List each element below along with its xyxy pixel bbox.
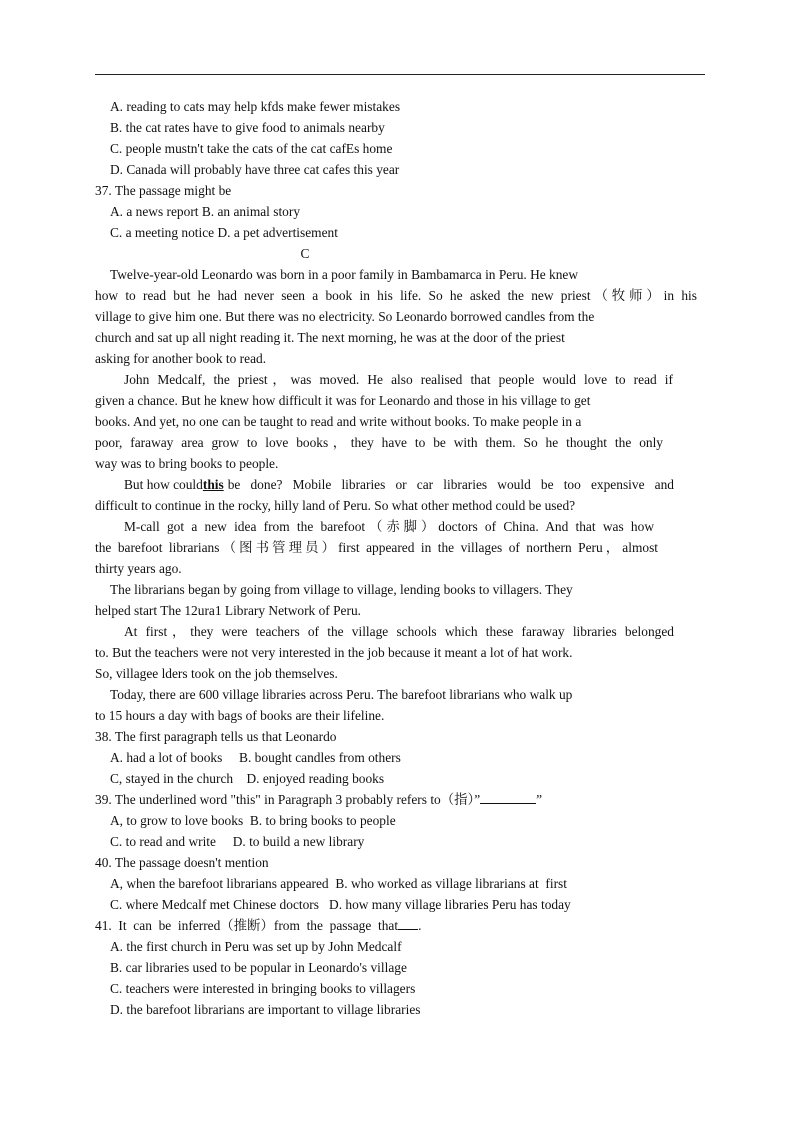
p4-line-1: M-call got a new idea from the barefoot（赤脚）doctors of China. And that was how — [124, 519, 654, 534]
p7-line-2: to 15 hours a day with bags of books are their lifeline. — [95, 708, 385, 723]
q41-stem-line — [95, 917, 421, 935]
q37-stem: 37. The passage might be — [95, 183, 232, 198]
q40-stem: 40. The passage doesn't mention — [95, 855, 269, 870]
p3-line-2: difficult to continue in the rocky, hilly land of Peru. So what other method could be used? — [95, 498, 576, 513]
q39-quote-open: ” — [474, 792, 481, 807]
q39-options-cd: C. to read and write D. to build a new library — [110, 834, 365, 849]
p6-line-3: So, villagee lders took on the job themselves. — [95, 666, 338, 681]
q36-option-d: D. Canada will probably have three cat cafes this year — [110, 162, 400, 177]
p1-line-3: village to give him one. But there was no electricity. So Leonardo borrowed candles from the — [95, 309, 595, 324]
q41-option-d: D. the barefoot librarians are important to village libraries — [110, 1002, 421, 1017]
q39-options-ab: A, to grow to love books B. to bring books to people — [110, 813, 396, 828]
q39-answer-blank — [480, 791, 536, 804]
q39-quote-close: ” — [536, 792, 543, 807]
p2-line-2: given a chance. But he knew how difficult it was for Leonardo and those in his village to get — [95, 393, 591, 408]
p2-line-4: poor, faraway area grow to love books，they have to be with them. So he thought the only — [95, 435, 663, 450]
q39-stem: 39. The underlined word "this" in Paragraph 3 probably refers to（指） — [95, 792, 475, 807]
p4-line-3: thirty years ago. — [95, 561, 182, 576]
p1-line-5: asking for another book to read. — [95, 351, 267, 366]
p1-line-1: Twelve-year-old Leonardo was born in a poor family in Bambamarca in Peru. He knew — [110, 267, 579, 282]
q41-answer-blank — [398, 917, 418, 930]
p6-line-1: At first，they were teachers of the village schools which these faraway libraries belonged — [124, 624, 674, 639]
p2-line-3: books. And yet, no one can be taught to read and write without books. To make people in a — [95, 414, 582, 429]
q36-option-b: B. the cat rates have to give food to animals nearby — [110, 120, 385, 135]
p3-text-after: be done? Mobile libraries or car libraries would be too expensive and — [227, 477, 674, 492]
header-rule — [95, 74, 705, 75]
p5-line-2: helped start The 12ura1 Library Network of Peru. — [95, 603, 361, 618]
p4-line-2: the barefoot librarians（图书管理员）first appeared in the villages of northern Peru，almost — [95, 540, 658, 555]
q38-options-cd: C, stayed in the church D. enjoyed reading books — [110, 771, 385, 786]
q36-option-c: C. people mustn't take the cats of the cat cafEs home — [110, 141, 393, 156]
p7-line-1: Today, there are 600 village libraries across Peru. The barefoot librarians who walk up — [110, 687, 573, 702]
p6-line-2: to. But the teachers were not very interested in the job because it meant a lot of hat work. — [95, 645, 573, 660]
p3-text-before: But how could — [124, 477, 203, 492]
q37-options-cd: C. a meeting notice D. a pet advertisement — [110, 225, 338, 240]
q37-options-ab: A. a news report B. an animal story — [110, 204, 301, 219]
q41-end: . — [418, 918, 422, 933]
q41-option-a: A. the first church in Peru was set up by John Medcalf — [110, 939, 402, 954]
p5-line-1: The librarians began by going from village to village, lending books to villagers. They — [110, 582, 573, 597]
p1-line-4: church and sat up all night reading it. The next morning, he was at the door of the priest — [95, 330, 565, 345]
p1-line-2: how to read but he had never seen a book in his life. So he asked the new priest（牧师）in his — [95, 288, 697, 303]
p2-line-1: John Medcalf, the priest，was moved. He also realised that people would love to read if — [124, 372, 673, 387]
q36-option-a: A. reading to cats may help kfds make fewer mistakes — [110, 99, 401, 114]
p2-line-5: way was to bring books to people. — [95, 456, 279, 471]
q41-stem: 41. It can be inferred（推断）from the passage that — [95, 918, 399, 933]
q38-stem: 38. The first paragraph tells us that Leonardo — [95, 729, 337, 744]
q38-options-ab: A. had a lot of books B. bought candles from others — [110, 750, 401, 765]
q39-stem-line — [95, 791, 542, 809]
q41-option-b: B. car libraries used to be popular in Leonardo's village — [110, 960, 407, 975]
section-heading: C — [300, 246, 310, 261]
q40-options-ab: A, when the barefoot librarians appeared B. who worked as village librarians at first — [110, 876, 567, 891]
q41-option-c: C. teachers were interested in bringing books to villagers — [110, 981, 416, 996]
underlined-word-this: this — [202, 477, 224, 492]
p3-line-1 — [124, 476, 674, 494]
q40-options-cd: C. where Medcalf met Chinese doctors D. how many village libraries Peru has today — [110, 897, 571, 912]
